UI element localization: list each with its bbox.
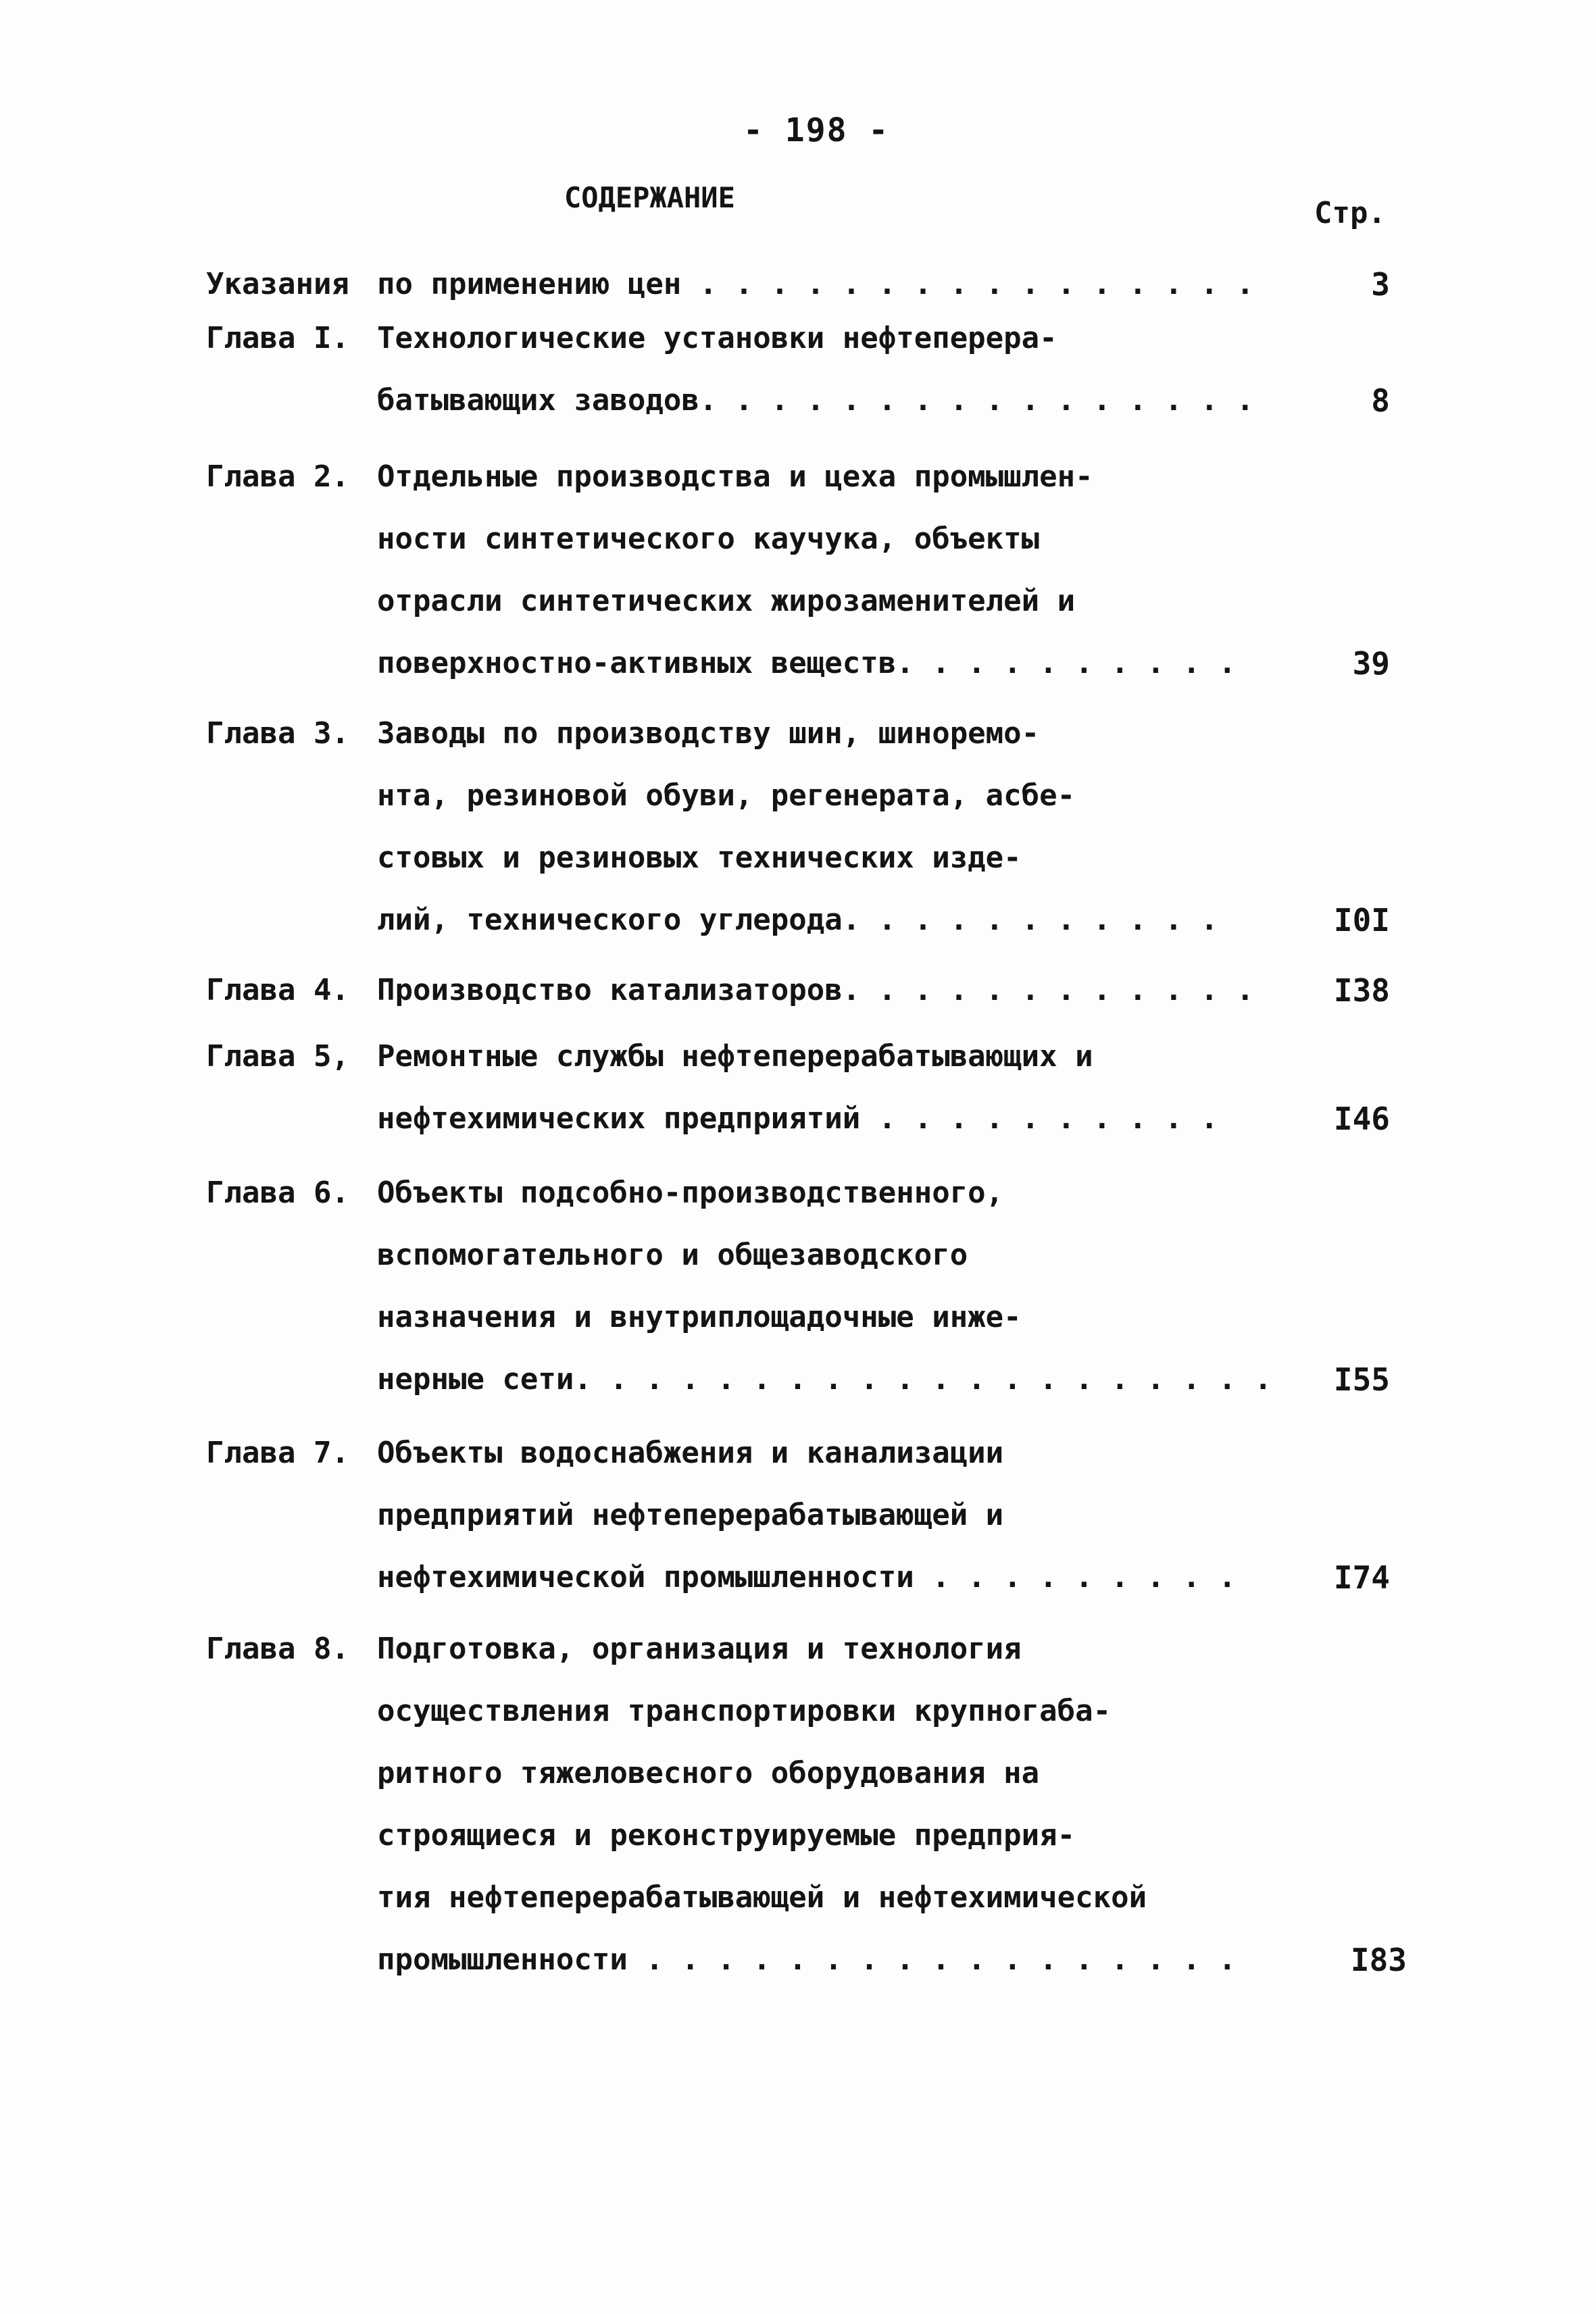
chapter-label: Глава 2.: [206, 459, 349, 494]
entry-text: [377, 446, 1391, 695]
entry-line: строящиеся и реконструируемые предприя-: [377, 1818, 1076, 1853]
entry-line: Объекты подсобно-производственного,: [377, 1176, 1004, 1210]
entry-line: стовых и резиновых технических изде-: [377, 840, 1022, 875]
entry-text: [377, 307, 1391, 432]
entry-line: вспомогательного и общезаводского: [377, 1238, 968, 1272]
entry-text: [377, 1618, 1391, 1991]
entry-line: Ремонтные службы нефтеперерабатывающих и: [377, 1039, 1093, 1074]
entry-text: [377, 703, 1391, 951]
entry-line: ности синтетического каучука, объекты: [377, 522, 1040, 556]
page-column-header: Стр.: [1314, 196, 1386, 230]
entry-line: Отдельные производства и цеха промышлен-: [377, 459, 1093, 494]
entry-line: промышленности . . . . . . . . . . . . . . . . .: [377, 1942, 1237, 1977]
chapter-label: Глава 4.: [206, 973, 349, 1007]
entry-line: нефтехимической промышленности . . . . . . . . .: [377, 1560, 1237, 1594]
chapter-label: Глава 5,: [206, 1039, 349, 1074]
entry-text: [377, 959, 1391, 1022]
entry-page-number: I0I: [1333, 902, 1390, 938]
entry-line: назначения и внутриплощадочные инже-: [377, 1300, 1022, 1334]
entry-line: тия нефтеперерабатывающей и нефтехимической: [377, 1880, 1147, 1915]
entry-text: [377, 253, 1391, 316]
entry-line: батывающих заводов. . . . . . . . . . . . . . . .: [377, 383, 1255, 418]
entry-page-number: I55: [1333, 1361, 1390, 1398]
entry-page-number: 39: [1352, 645, 1390, 682]
entry-page-number: 3: [1371, 266, 1390, 303]
entry-line: Объекты водоснабжения и канализации: [377, 1436, 1004, 1470]
entry-line: нта, резиновой обуви, регенерата, асбе-: [377, 778, 1076, 813]
entry-page-number: I83: [1350, 1942, 1407, 1978]
entry-page-number: I46: [1333, 1101, 1390, 1137]
entry-text: [377, 1162, 1391, 1411]
entry-line: Технологические установки нефтеперера-: [377, 321, 1057, 355]
chapter-label: Глава 8.: [206, 1632, 349, 1666]
entry-line: Заводы по производству шин, шиноремо-: [377, 716, 1040, 751]
entry-line: Подготовка, организация и технология: [377, 1632, 1022, 1666]
entry-line: лий, технического углерода. . . . . . . . . . .: [377, 903, 1219, 937]
page-number: - 198 -: [743, 111, 890, 149]
entry-text: [377, 1422, 1391, 1609]
entry-line: поверхностно-активных веществ. . . . . . . . . .: [377, 646, 1237, 680]
chapter-label: Глава 7.: [206, 1436, 349, 1470]
entry-line: нефтехимических предприятий . . . . . . . . . .: [377, 1101, 1219, 1136]
entry-line: отрасли синтетических жирозаменителей и: [377, 584, 1076, 618]
entry-page-number: I74: [1333, 1559, 1390, 1596]
entry-text: [377, 1026, 1391, 1150]
entry-line: нерные сети. . . . . . . . . . . . . . . . . . . .: [377, 1362, 1272, 1397]
chapter-label: Глава I.: [206, 321, 349, 355]
entry-line: Производство катализаторов. . . . . . . . . . . .: [377, 973, 1255, 1007]
entry-line: предприятий нефтеперерабатывающей и: [377, 1498, 1004, 1532]
entry-page-number: 8: [1371, 382, 1390, 419]
entry-line: ритного тяжеловесного оборудования на: [377, 1756, 1040, 1790]
entry-line: осуществления транспортировки крупногаба-: [377, 1694, 1112, 1728]
chapter-label: Глава 3.: [206, 716, 349, 751]
page-title: СОДЕРЖАНИЕ: [564, 181, 735, 214]
chapter-label: Указания: [206, 267, 349, 301]
entry-line: по применению цен . . . . . . . . . . . . . . . .: [377, 267, 1255, 301]
entry-page-number: I38: [1333, 972, 1390, 1009]
chapter-label: Глава 6.: [206, 1176, 349, 1210]
